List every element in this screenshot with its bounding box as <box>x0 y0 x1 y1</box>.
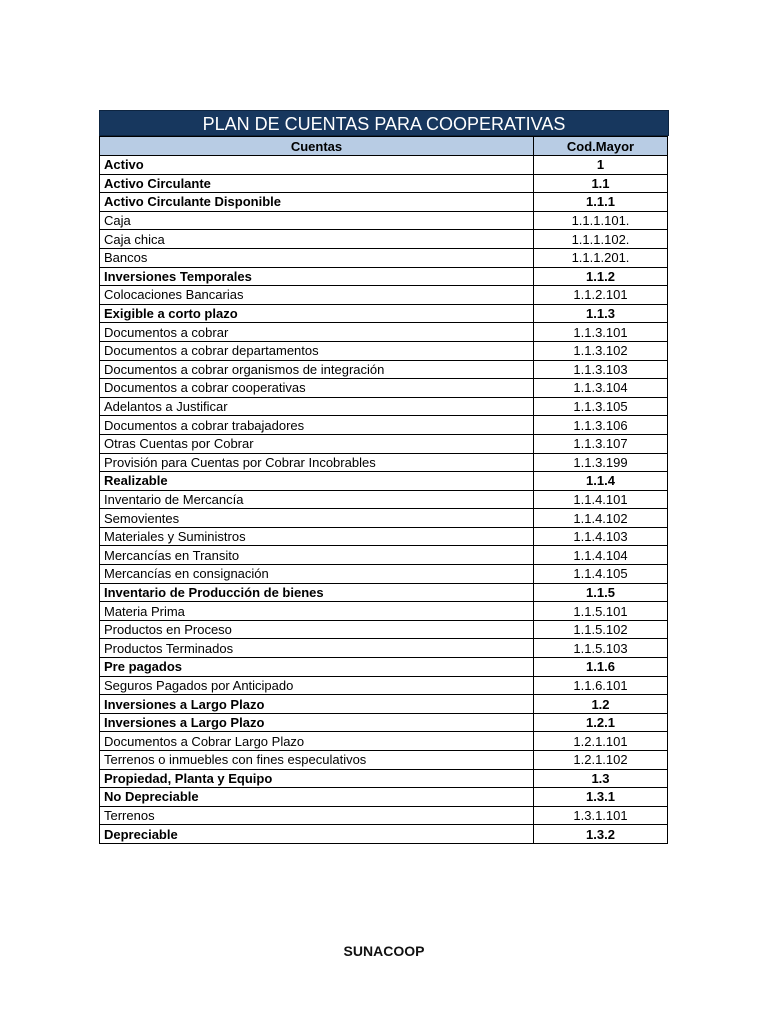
account-name-cell: Mercancías en consignación <box>100 565 534 584</box>
account-code-cell: 1.1.6 <box>534 658 668 677</box>
table-row <box>100 769 668 788</box>
account-name-cell: Productos Terminados <box>100 639 534 658</box>
account-code-cell: 1.1.5.101 <box>534 602 668 621</box>
account-code-cell: 1.1.5 <box>534 583 668 602</box>
table-row <box>100 341 668 360</box>
account-name-cell: No Depreciable <box>100 788 534 807</box>
account-name-cell: Inversiones a Largo Plazo <box>100 713 534 732</box>
account-name-cell: Mercancías en Transito <box>100 546 534 565</box>
account-code-cell: 1.1.4 <box>534 472 668 491</box>
account-name-cell: Realizable <box>100 472 534 491</box>
account-code-cell: 1.1.1.201. <box>534 248 668 267</box>
table-row <box>100 732 668 751</box>
account-code-cell: 1.1.3.107 <box>534 434 668 453</box>
table-row <box>100 695 668 714</box>
account-code-cell: 1.1.5.102 <box>534 620 668 639</box>
account-code-cell: 1.1.3 <box>534 304 668 323</box>
account-code-cell: 1.1.3.102 <box>534 341 668 360</box>
table-row <box>100 360 668 379</box>
account-name-cell: Activo <box>100 156 534 175</box>
account-code-cell: 1.3 <box>534 769 668 788</box>
account-name-cell: Materia Prima <box>100 602 534 621</box>
account-code-cell: 1.3.1.101 <box>534 806 668 825</box>
account-name-cell: Pre pagados <box>100 658 534 677</box>
table-row <box>100 453 668 472</box>
table-row <box>100 527 668 546</box>
account-code-cell: 1.1.4.105 <box>534 565 668 584</box>
table-row <box>100 658 668 677</box>
accounts-sheet <box>99 110 669 844</box>
account-code-cell: 1.2.1.101 <box>534 732 668 751</box>
account-code-cell: 1.1.3.104 <box>534 379 668 398</box>
table-row <box>100 825 668 844</box>
table-row <box>100 788 668 807</box>
account-code-cell: 1.1.2.101 <box>534 286 668 305</box>
table-row <box>100 434 668 453</box>
account-name-cell: Caja chica <box>100 230 534 249</box>
account-name-cell: Documentos a cobrar cooperativas <box>100 379 534 398</box>
table-row <box>100 639 668 658</box>
account-code-cell: 1.1.3.199 <box>534 453 668 472</box>
account-name-cell: Provisión para Cuentas por Cobrar Incobrables <box>100 453 534 472</box>
table-row <box>100 193 668 212</box>
table-row <box>100 156 668 175</box>
table-row <box>100 472 668 491</box>
account-code-cell: 1.1.3.103 <box>534 360 668 379</box>
account-name-cell: Documentos a Cobrar Largo Plazo <box>100 732 534 751</box>
account-name-cell: Colocaciones Bancarias <box>100 286 534 305</box>
account-code-cell: 1.1.4.104 <box>534 546 668 565</box>
table-row <box>100 490 668 509</box>
column-header-cod-mayor: Cod.Mayor <box>534 137 668 156</box>
account-code-cell: 1.2.1 <box>534 713 668 732</box>
table-row <box>100 174 668 193</box>
table-row <box>100 397 668 416</box>
accounts-table <box>99 136 668 844</box>
account-name-cell: Semovientes <box>100 509 534 528</box>
account-name-cell: Productos en Proceso <box>100 620 534 639</box>
account-code-cell: 1.1.1.101. <box>534 211 668 230</box>
account-name-cell: Activo Circulante Disponible <box>100 193 534 212</box>
account-code-cell: 1.3.1 <box>534 788 668 807</box>
account-code-cell: 1.1.5.103 <box>534 639 668 658</box>
account-name-cell: Propiedad, Planta y Equipo <box>100 769 534 788</box>
account-code-cell: 1.1.1.102. <box>534 230 668 249</box>
account-name-cell: Terrenos <box>100 806 534 825</box>
table-row <box>100 248 668 267</box>
account-name-cell: Inversiones a Largo Plazo <box>100 695 534 714</box>
account-code-cell: 1.1.6.101 <box>534 676 668 695</box>
table-row <box>100 583 668 602</box>
account-name-cell: Inversiones Temporales <box>100 267 534 286</box>
table-header-row <box>100 137 668 156</box>
sheet-title: PLAN DE CUENTAS PARA COOPERATIVAS <box>99 110 669 136</box>
account-code-cell: 1.1.4.103 <box>534 527 668 546</box>
table-row <box>100 751 668 770</box>
account-name-cell: Inventario de Mercancía <box>100 490 534 509</box>
account-code-cell: 1.2 <box>534 695 668 714</box>
table-row <box>100 806 668 825</box>
table-row <box>100 304 668 323</box>
table-row <box>100 267 668 286</box>
account-code-cell: 1.1.4.102 <box>534 509 668 528</box>
table-row <box>100 286 668 305</box>
account-code-cell: 1.1.1 <box>534 193 668 212</box>
account-code-cell: 1.1.3.101 <box>534 323 668 342</box>
account-name-cell: Bancos <box>100 248 534 267</box>
account-code-cell: 1.1.3.106 <box>534 416 668 435</box>
account-name-cell: Seguros Pagados por Anticipado <box>100 676 534 695</box>
account-name-cell: Documentos a cobrar organismos de integración <box>100 360 534 379</box>
account-name-cell: Materiales y Suministros <box>100 527 534 546</box>
account-name-cell: Exigible a corto plazo <box>100 304 534 323</box>
table-row <box>100 676 668 695</box>
table-row <box>100 230 668 249</box>
account-name-cell: Inventario de Producción de bienes <box>100 583 534 602</box>
account-name-cell: Activo Circulante <box>100 174 534 193</box>
footer-brand: SUNACOOP <box>343 943 425 959</box>
account-code-cell: 1.2.1.102 <box>534 751 668 770</box>
table-row <box>100 713 668 732</box>
account-code-cell: 1.1.3.105 <box>534 397 668 416</box>
account-name-cell: Depreciable <box>100 825 534 844</box>
account-name-cell: Terrenos o inmuebles con fines especulativos <box>100 751 534 770</box>
account-name-cell: Otras Cuentas por Cobrar <box>100 434 534 453</box>
table-row <box>100 379 668 398</box>
account-code-cell: 1 <box>534 156 668 175</box>
column-header-cuentas: Cuentas <box>100 137 534 156</box>
table-row <box>100 323 668 342</box>
table-row <box>100 211 668 230</box>
account-name-cell: Documentos a cobrar departamentos <box>100 341 534 360</box>
account-code-cell: 1.1.2 <box>534 267 668 286</box>
accounts-table-body <box>100 156 668 844</box>
table-row <box>100 602 668 621</box>
account-name-cell: Documentos a cobrar <box>100 323 534 342</box>
account-name-cell: Documentos a cobrar trabajadores <box>100 416 534 435</box>
account-name-cell: Adelantos a Justificar <box>100 397 534 416</box>
account-code-cell: 1.1 <box>534 174 668 193</box>
account-name-cell: Caja <box>100 211 534 230</box>
table-row <box>100 546 668 565</box>
table-row <box>100 416 668 435</box>
table-row <box>100 620 668 639</box>
account-code-cell: 1.3.2 <box>534 825 668 844</box>
table-row <box>100 509 668 528</box>
account-code-cell: 1.1.4.101 <box>534 490 668 509</box>
table-row <box>100 565 668 584</box>
